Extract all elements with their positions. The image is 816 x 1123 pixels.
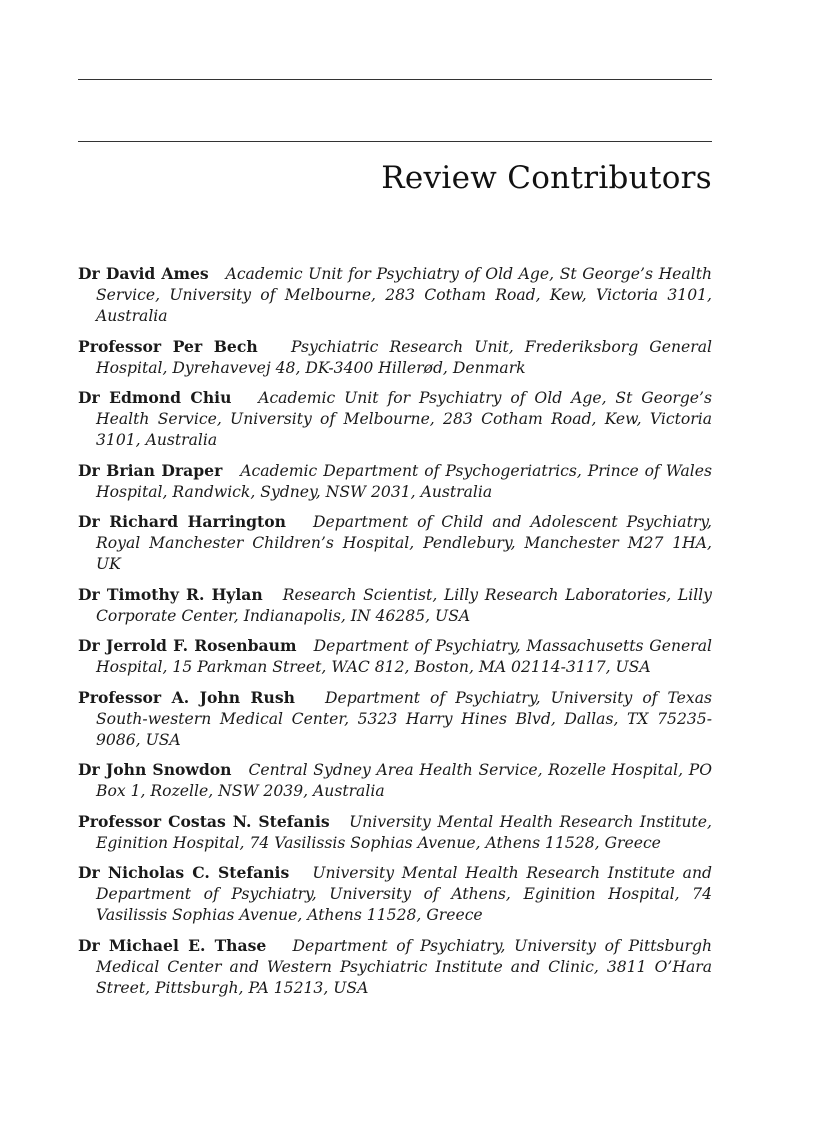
contributor-name: Professor A. John Rush [78,687,295,707]
contributor-name: Dr Brian Draper [78,460,223,480]
page-title: Review Contributors [381,160,712,196]
contributor-entry [78,811,712,854]
contributor-entry [78,460,712,503]
contributor-affiliation: Department of Psychiatry, Massachusetts General Hospital, 15 Parkman Street, WAC 812, Boston, MA 02114-3117, USA [96,637,712,676]
contributor-affiliation: Central Sydney Area Health Service, Rozelle Hospital, PO Box 1, Rozelle, NSW 2039, Australia [96,761,712,800]
contributor-name: Dr David Ames [78,264,209,283]
contributor-name: Dr Nicholas C. Stefanis [78,863,290,882]
contributor-affiliation: Department of Psychiatry, University of Texas South-western Medical Center, 5323 Harry Hines Blvd, Dallas, TX 75235-9086, USA [96,688,713,749]
contributor-entry [78,635,712,678]
contributor-name: Professor Costas N. Stefanis [78,811,330,831]
contributor-affiliation: Academic Department of Psychogeriatrics, Prince of Wales Hospital, Randwick, Sydney, NSW 2031, Australia [96,461,712,501]
contributor-name: Dr Michael E. Thase [78,935,267,955]
contributor-name: Dr John Snowdon [78,760,232,779]
contributor-entry [78,687,712,751]
contributor-name: Dr Edmond Chiu [78,388,232,407]
contributor-entry [78,263,712,327]
contributor-entry [78,387,712,451]
contributor-entry [78,336,712,379]
contributor-affiliation: Academic Unit for Psychiatry of Old Age, St George’s Health Service, University of Melbourne, 283 Cotham Road, Kew, Victoria 3101, Australia [96,265,712,325]
header-divider [78,141,712,142]
contributor-entry [78,935,712,999]
contributor-affiliation: Department of Child and Adolescent Psychiatry, Royal Manchester Children’s Hospital, Pendlebury, Manchester M27 1HA, UK [96,513,712,573]
contributor-affiliation: Psychiatric Research Unit, Frederiksborg General Hospital, Dyrehavevej 48, DK-3400 Hillerød, Denmark [96,337,712,377]
top-divider [78,79,712,80]
contributor-name: Dr Jerrold F. Rosenbaum [78,636,297,655]
contributor-entry [78,862,712,926]
contributor-affiliation: University Mental Health Research Institute, Eginition Hospital, 74 Vasilissis Sophias Avenue, Athens 11528, Greece [96,812,712,852]
contributor-list [78,263,712,1007]
contributor-entry [78,584,712,627]
contributor-affiliation: Department of Psychiatry, University of Pittsburgh Medical Center and Western Psychiatric Institute and Clinic, 3811 O’Hara Street, Pittsburgh, PA 15213, USA [96,936,712,997]
contributor-name: Professor Per Bech [78,336,258,356]
contributor-name: Dr Richard Harrington [78,512,287,531]
contributor-entry [78,511,712,575]
contributor-entry [78,759,712,802]
contributor-affiliation: University Mental Health Research Institute and Department of Psychiatry, University of Athens, Eginition Hospital, 74 Vasilissis Sophias Avenue, Athens 11528, Greece [96,864,712,924]
contributor-affiliation: Research Scientist, Lilly Research Laboratories, Lilly Corporate Center, Indianapolis, IN 46285, USA [96,585,712,625]
contributor-affiliation: Academic Unit for Psychiatry of Old Age, St George’s Health Service, University of Melbourne, 283 Cotham Road, Kew, Victoria 3101, Australia [96,389,712,449]
contributor-name: Dr Timothy R. Hylan [78,584,263,604]
